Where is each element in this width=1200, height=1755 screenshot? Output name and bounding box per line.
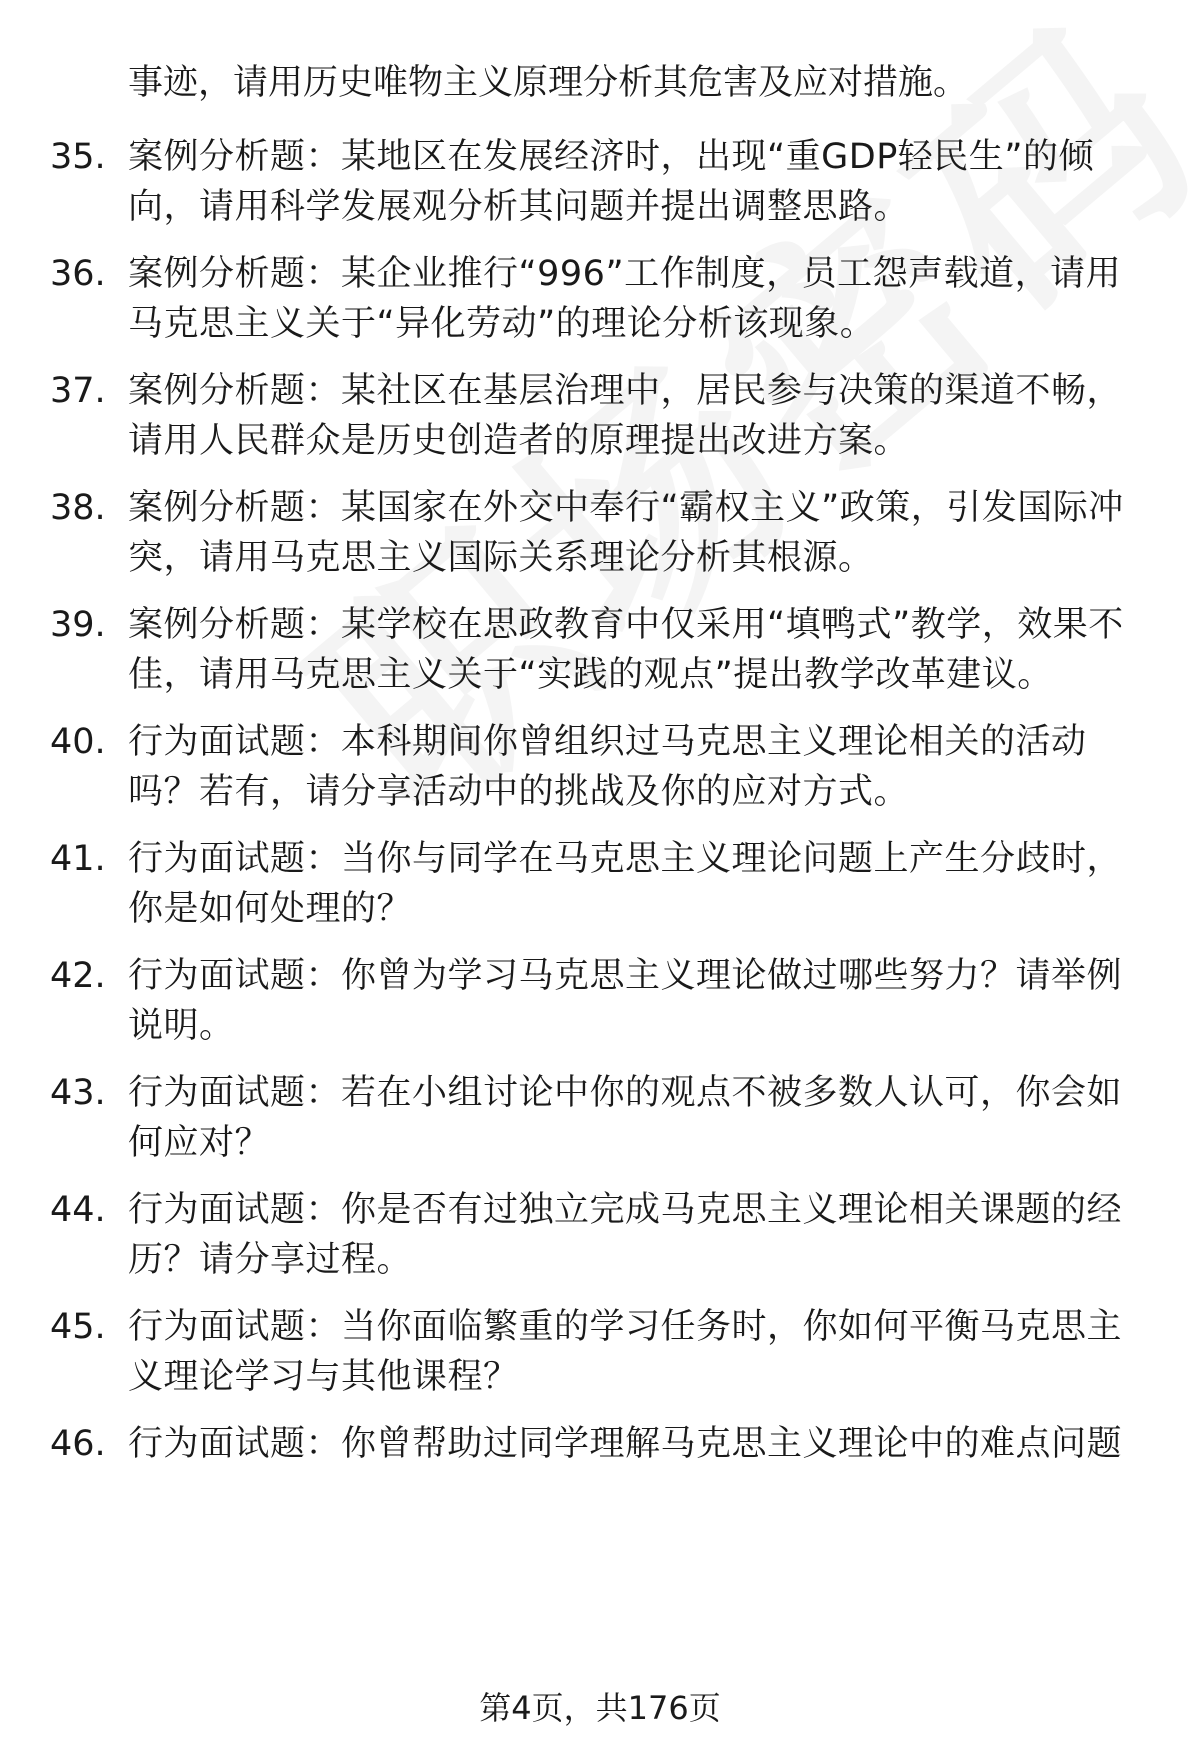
question-number: 43. <box>50 1073 106 1113</box>
question-text: 案例分析题：某企业推行“996”工作制度，员工怨声载道，请用马克思主义关于“异化劳动”的理论分析该现象。 <box>128 254 1122 344</box>
question-text: 行为面试题：若在小组讨论中你的观点不被多数人认可，你会如何应对？ <box>128 1073 1123 1163</box>
question-text: 案例分析题：某地区在发展经济时，出现“重GDP轻民生”的倾向，请用科学发展观分析其问题并提出调整思路。 <box>128 137 1094 227</box>
question-text: 案例分析题：某社区在基层治理中，居民参与决策的渠道不畅，请用人民群众是历史创造者的原理提出改进方案。 <box>128 371 1123 461</box>
question-item <box>50 1068 1150 1178</box>
question-text: 案例分析题：某学校在思政教育中仅采用“填鸭式”教学，效果不佳，请用马克思主义关于“实践的观点”提出教学改革建议。 <box>128 605 1124 695</box>
question-item <box>50 366 1150 476</box>
question-text: 行为面试题：你是否有过独立完成马克思主义理论相关课题的经历？请分享过程。 <box>128 1190 1123 1280</box>
question-text: 行为面试题：本科期间你曾组织过马克思主义理论相关的活动吗？若有，请分享活动中的挑战及你的应对方式。 <box>128 722 1087 812</box>
question-item <box>50 1419 1150 1479</box>
question-number: 37. <box>50 371 106 411</box>
page-footer: 第4页，共176页 <box>479 1689 721 1727</box>
question-text: 行为面试题：你曾帮助过同学理解马克思主义理论中的难点问题 <box>128 1424 1123 1464</box>
question-item <box>50 951 1150 1061</box>
question-item <box>50 1302 1150 1412</box>
question-item <box>50 600 1150 710</box>
question-number: 46. <box>50 1424 106 1464</box>
question-number: 36. <box>50 254 106 294</box>
question-item <box>50 483 1150 593</box>
question-item <box>50 132 1150 242</box>
question-number: 38. <box>50 488 106 528</box>
question-number: 41. <box>50 839 106 879</box>
continued-text: 事迹，请用历史唯物主义原理分析其危害及应对措施。 <box>128 63 969 103</box>
question-number: 45. <box>50 1307 106 1347</box>
question-text: 行为面试题：当你面临繁重的学习任务时，你如何平衡马克思主义理论学习与其他课程？ <box>128 1307 1123 1397</box>
question-text: 行为面试题：当你与同学在马克思主义理论问题上产生分歧时，你是如何处理的？ <box>128 839 1123 929</box>
question-number: 35. <box>50 137 106 177</box>
question-item <box>50 249 1150 359</box>
question-item <box>50 717 1150 827</box>
question-item <box>50 834 1150 944</box>
question-number: 42. <box>50 956 106 996</box>
question-item <box>50 1185 1150 1295</box>
question-text: 案例分析题：某国家在外交中奉行“霸权主义”政策，引发国际冲突，请用马克思主义国际关系理论分析其根源。 <box>128 488 1124 578</box>
question-number: 44. <box>50 1190 106 1230</box>
question-number: 39. <box>50 605 106 645</box>
question-text: 行为面试题：你曾为学习马克思主义理论做过哪些努力？请举例说明。 <box>128 956 1123 1046</box>
question-number: 40. <box>50 722 106 762</box>
